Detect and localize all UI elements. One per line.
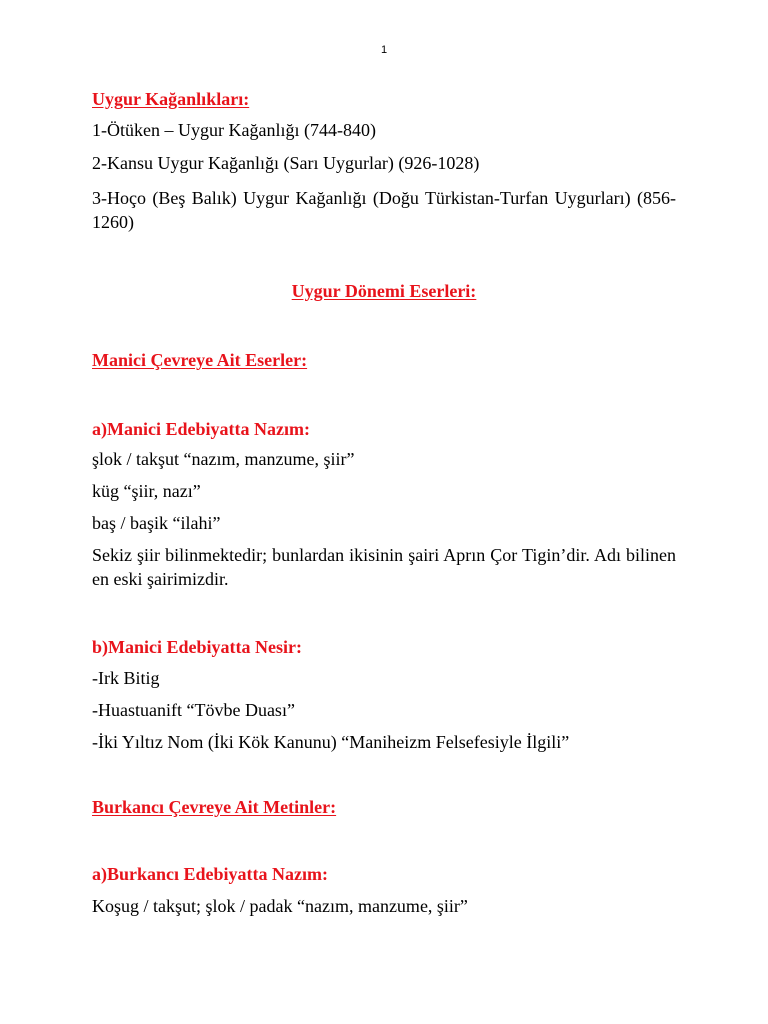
subheading-burkanci-nazim: a)Burkancı Edebiyatta Nazım: (92, 864, 328, 884)
list-item: 2-Kansu Uygur Kağanlığı (Sarı Uygurlar) (926-1028) (92, 153, 480, 173)
list-item: -İki Yıltız Nom (İki Kök Kanunu) “Maniheizm Felsefesiyle İlgili” (92, 732, 570, 752)
list-item: -Irk Bitig (92, 668, 160, 688)
page-number: 1 (380, 44, 388, 56)
list-item: şlok / takşut “nazım, manzume, şiir” (92, 449, 355, 469)
heading-burkanci-cevreye-ait-metinler: Burkancı Çevreye Ait Metinler: (92, 797, 337, 817)
list-item: baş / başik “ilahi” (92, 513, 221, 533)
paragraph-sekiz-siir: Sekiz şiir bilinmektedir; bunlardan ikisinin şairi Aprın Çor Tigin’dir. Adı bilinen en eski şairimizdir. (92, 545, 676, 589)
list-item: -Huastuanift “Tövbe Duası” (92, 700, 295, 720)
subheading-manici-nesir: b)Manici Edebiyatta Nesir: (92, 637, 302, 657)
subheading-manici-nazim: a)Manici Edebiyatta Nazım: (92, 419, 310, 439)
document-body (92, 87, 676, 918)
list-item: 1-Ötüken – Uygur Kağanlığı (744-840) (92, 120, 376, 140)
list-item: 3-Hoço (Beş Balık) Uygur Kağanlığı (Doğu Türkistan-Turfan Uygurları) (856-1260) (92, 188, 676, 232)
list-item: küg “şiir, nazı” (92, 481, 201, 501)
heading-manici-cevreye-ait-eserler: Manici Çevreye Ait Eserler: (92, 350, 308, 370)
list-item: Koşug / takşut; şlok / padak “nazım, manzume, şiir” (92, 896, 468, 916)
heading-uygur-kaganliklari: Uygur Kağanlıkları: (92, 89, 250, 109)
heading-uygur-donemi-eserleri: Uygur Dönemi Eserleri: (291, 281, 477, 301)
